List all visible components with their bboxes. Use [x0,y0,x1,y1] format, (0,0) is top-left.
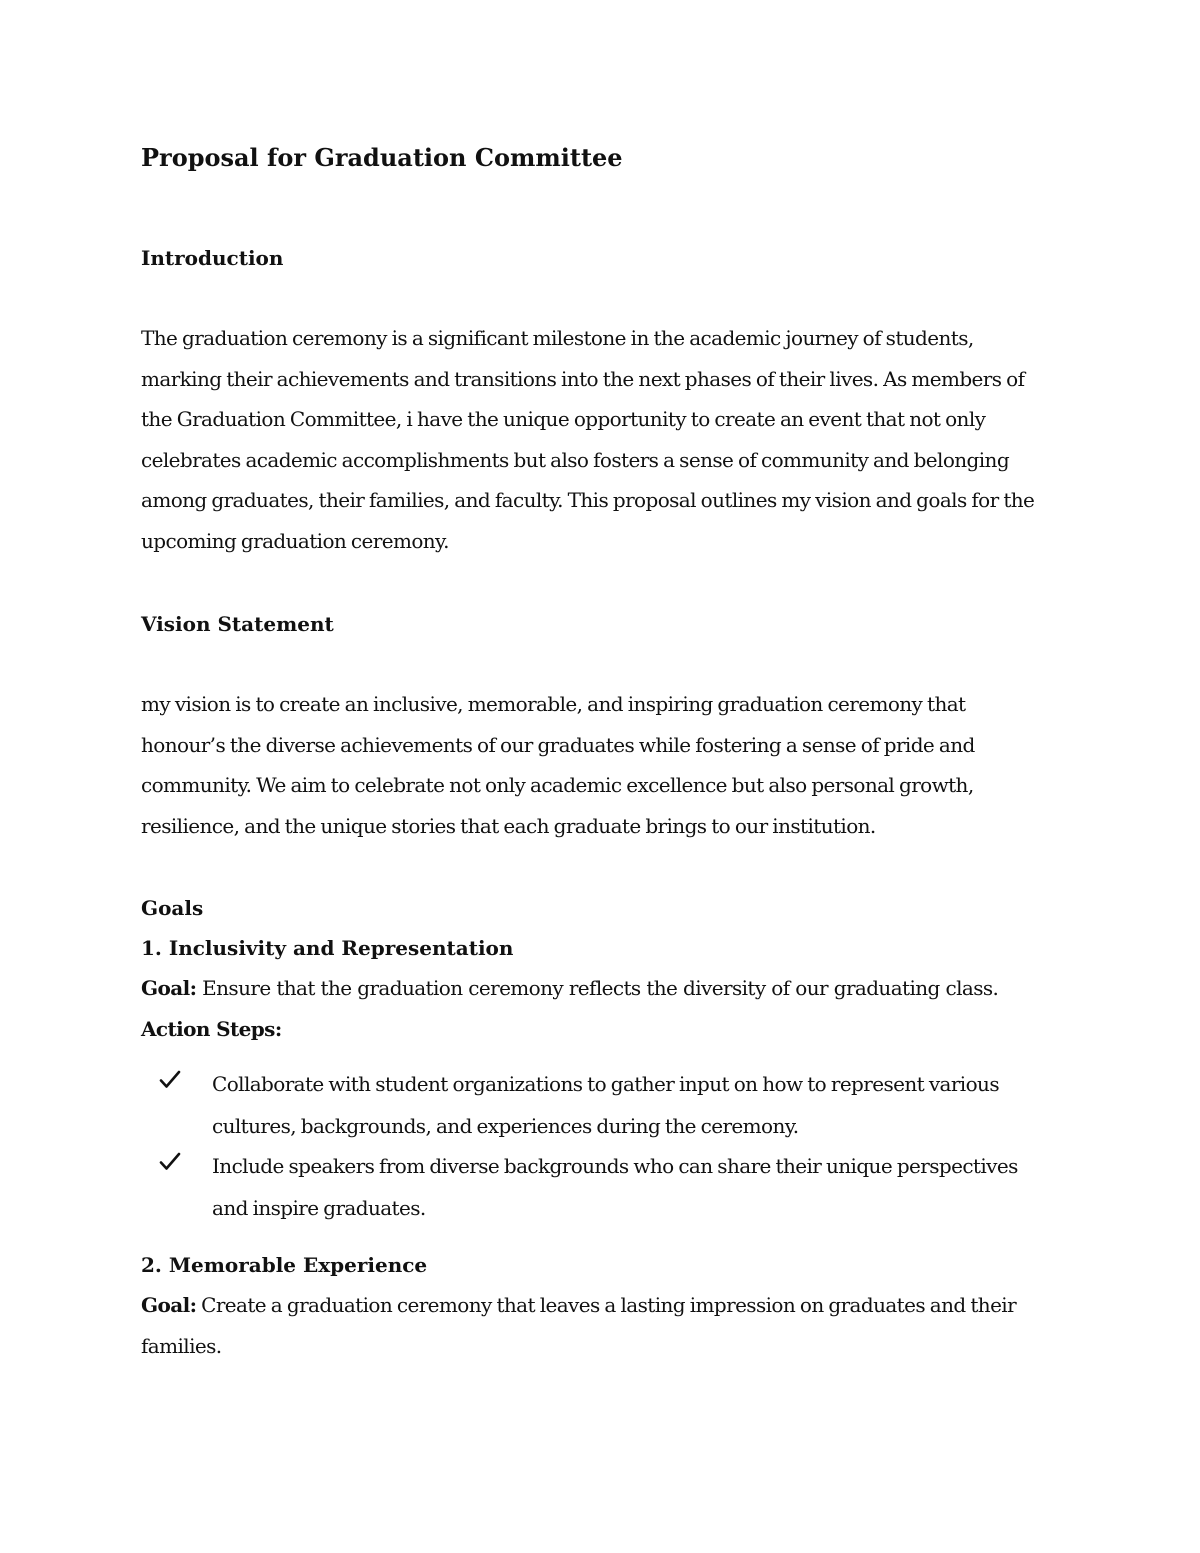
goal1-goal-text: Ensure that the graduation ceremony reflects the diversity of our graduating class. [202,976,999,1000]
action-step-text: Collaborate with student organizations to gather input on how to represent various cultures, backgrounds, and experiences during the ceremony. [212,1072,999,1138]
vision-paragraph: my vision is to create an inclusive, memorable, and inspiring graduation ceremony that honour’s the diverse achievements of our graduates while fostering a sense of pride and community. We aim to celebrate not only academic excellence but also personal growth, resilience, and the unique stories that each graduate brings to our institution. [141,692,975,838]
goal2-goal-paragraph [141,1285,1046,1366]
goals-heading: Goals [141,896,204,920]
goal1-action-steps-label: Action Steps: [141,1017,282,1041]
goal2-goal-label: Goal: [141,1293,197,1317]
checkmark-icon [158,1068,182,1092]
checkmark-icon [158,1150,182,1174]
goal1-goal-label: Goal: [141,976,197,1000]
goal2-goal-text: Create a graduation ceremony that leaves a lasting impression on graduates and their families. [141,1293,1017,1358]
goal2-title: 2. Memorable Experience [141,1253,428,1277]
vision-heading: Vision Statement [141,612,334,636]
introduction-heading: Introduction [141,246,284,270]
goal1-title: 1. Inclusivity and Representation [141,936,514,960]
action-step-text: Include speakers from diverse backgrounds who can share their unique perspectives and inspire graduates. [212,1154,1018,1220]
introduction-paragraph: The graduation ceremony is a significant milestone in the academic journey of students, marking their achievements and transitions into the next phases of their lives. As members of the Graduation Committee, i have the unique opportunity to create an event that not only celebrates academic accomplishments but also fosters a sense of community and belonging among graduates, their families, and faculty. This proposal outlines my vision and goals for the upcoming graduation ceremony. [141,326,1035,553]
document-title: Proposal for Graduation Committee [141,143,623,172]
goal1-goal-line [141,973,998,1003]
